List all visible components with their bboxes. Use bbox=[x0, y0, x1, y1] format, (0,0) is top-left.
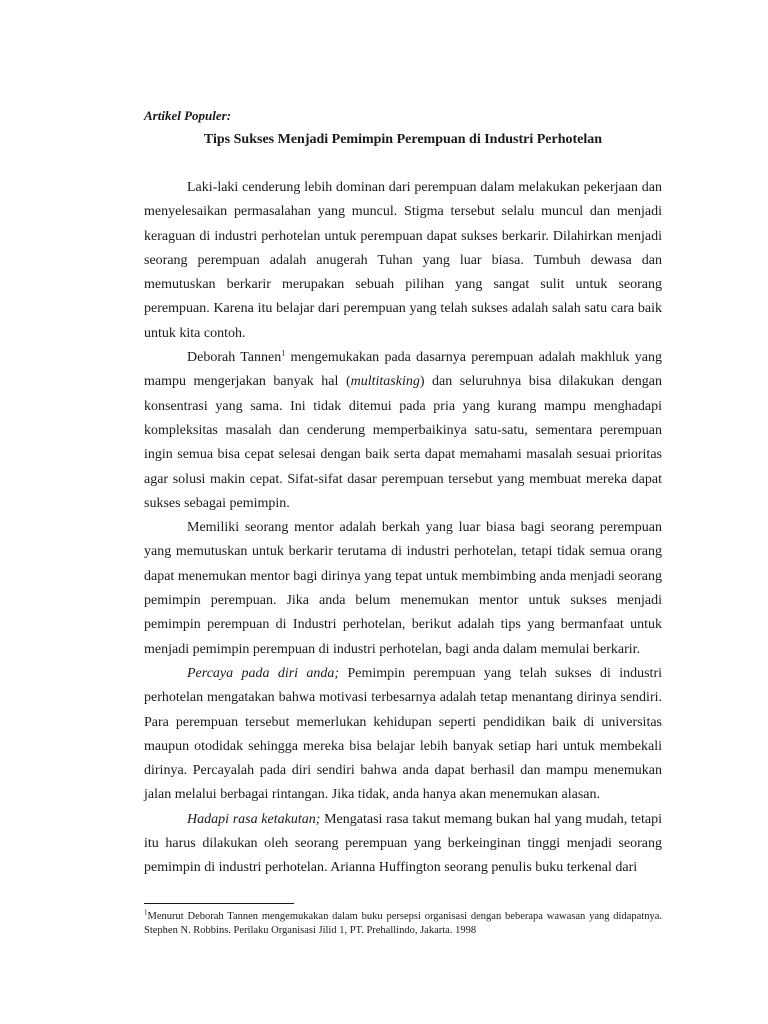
paragraph-1: Laki-laki cenderung lebih dominan dari perempuan dalam melakukan pekerjaan dan menyelesaikan permasalahan yang muncul. Stigma tersebut selalu muncul dan menjadi keraguan di industri perhotelan untuk perempuan dapat sukses berkarir. Dilahirkan menjadi seorang perempuan adalah anugerah Tuhan yang luar biasa. Tumbuh dewasa dan memutuskan berkarir merupakan sebuah pilihan yang sangat sulit untuk seorang perempuan. Karena itu belajar dari perempuan yang telah sukses adalah salah satu cara baik untuk kita contoh. bbox=[144, 180, 662, 341]
paragraph-4-text: Pemimpin perempuan yang telah sukses di industri perhotelan mengatakan bahwa motivasi terbesarnya adalah tetap menantang dirinya sendiri. Para perempuan tersebut memerlukan kehidupan seperti pendidikan baik di universitas maupun otodidak sehingga mereka bisa belajar lebih banyak setiap hari untuk membekali dirinya. Percayalah pada diri sendiri bahwa anda dapat berhasil dan mampu menemukan jalan melalui berbagai rintangan. Jika tidak, anda hanya akan menemukan alasan. bbox=[144, 665, 662, 803]
footnote-text: Menurut Deborah Tannen mengemukakan dalam buku persepsi organisasi dengan beberapa wawasan yang didapatnya. Stephen N. Robbins. Perilaku Organisasi Jilid 1, PT. Prehallindo, Jakarta. 1998 bbox=[144, 911, 662, 936]
paragraph-2-part-1: Deborah Tannen bbox=[187, 350, 282, 366]
footnote-marker: 1 bbox=[144, 908, 148, 917]
tip-heading-percaya: Percaya pada diri anda; bbox=[187, 665, 340, 681]
article-body bbox=[144, 176, 662, 881]
paragraph-4 bbox=[144, 662, 662, 808]
footnote-reference: 1 bbox=[281, 348, 286, 358]
paragraph-2-italic-term: multitasking bbox=[350, 374, 420, 390]
paragraph-2 bbox=[144, 346, 662, 516]
paragraph-2-part-2: mengemukakan pada dasarnya perempuan adalah makhluk yang mampu mengerjakan banyak hal ( bbox=[144, 350, 663, 390]
paragraph-2-part-3: ) dan seluruhnya bisa dilakukan dengan konsentrasi yang sama. Ini tidak ditemui pada pria yang kurang mampu menghadapi kompleksitas masalah dan cenderung memperbaikinya satu-satu, sementara perempuan ingin semua bisa cepat selesai dengan baik serta dapat memahami masalah sesuai prioritas agar solusi makin cepat. Sifat-sifat dasar perempuan tersebut yang membuat mereka dapat sukses sebagai pemimpin. bbox=[144, 374, 662, 511]
article-category-label: Artikel Populer: bbox=[144, 108, 232, 123]
paragraph-5 bbox=[144, 808, 662, 881]
paragraph-3: Memiliki seorang mentor adalah berkah yang luar biasa bagi seorang perempuan yang memutuskan untuk berkarir terutama di industri perhotelan, tetapi tidak semua orang dapat menemukan mentor bagi dirinya yang tepat untuk membimbing anda menjadi seorang pemimpin perempuan. Jika anda belum menemukan mentor untuk sukses menjadi pemimpin perempuan di Industri perhotelan, berikut adalah tips yang bermanfaat untuk menjadi pemimpin perempuan di industri perhotelan, bagi anda dalam memulai berkarir. bbox=[144, 520, 662, 657]
paragraph-5-text: Mengatasi rasa takut memang bukan hal yang mudah, tetapi itu harus dilakukan oleh seorang perempuan yang berkeinginan tinggi menjadi seorang pemimpin di industri perhotelan. Arianna Huffington seorang penulis buku terkenal dari bbox=[144, 811, 662, 876]
footnote-divider bbox=[144, 903, 294, 904]
article-title: Tips Sukses Menjadi Pemimpin Perempuan di Industri Perhotelan bbox=[203, 132, 603, 147]
tip-heading-hadapi: Hadapi rasa ketakutan; bbox=[187, 811, 321, 827]
footnote bbox=[144, 910, 662, 938]
